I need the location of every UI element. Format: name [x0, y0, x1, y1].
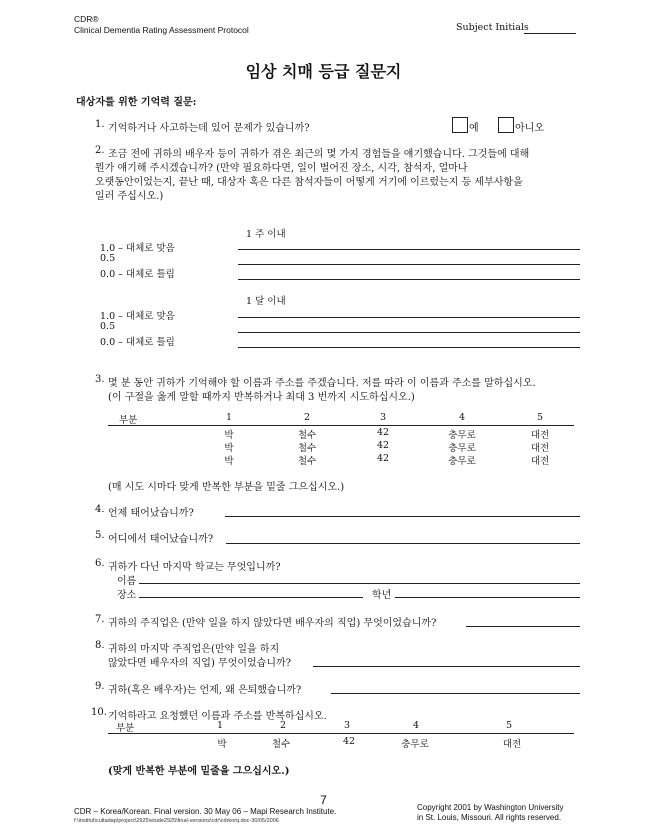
q10-table-rule: [108, 733, 574, 734]
q3-table-cell[interactable]: 철수: [297, 456, 317, 467]
q3-table-cell[interactable]: 철수: [297, 430, 317, 441]
q3-table-cell[interactable]: 42: [376, 453, 390, 464]
q3-note: (매 시도 시마다 맞게 반복한 부분을 밑줄 그으십시오.): [108, 482, 345, 493]
q2-text-line: 오랫동안이었는지, 끝난 때, 대상자 혹은 다른 참석자들이 어떻게 거기에 이르렀는지 등 세부사항을: [95, 177, 523, 188]
page-number: 7: [320, 793, 327, 807]
q9-answer-line[interactable]: [331, 693, 580, 694]
q3-table-header: 5: [536, 412, 544, 423]
header-protocol: Clinical Dementia Rating Assessment Protocol: [74, 25, 249, 35]
q10-table-header: 2: [279, 720, 287, 731]
q10-table-cell[interactable]: 42: [342, 736, 356, 747]
q10-table-cell[interactable]: 철수: [271, 739, 291, 750]
q3-table-cell[interactable]: 박: [224, 430, 234, 441]
q8-number: 8.: [95, 640, 105, 651]
q2-week-score: 0.5: [100, 253, 116, 264]
q3-table-cell[interactable]: 대전: [530, 456, 550, 467]
q3-text-line: 몇 분 동안 귀하가 기억해야 할 이름과 주소를 주겠습니다. 저를 따라 이 이름과 주소를 말하십시오.: [108, 378, 536, 389]
q2-month-score: 1.0 – 대체로 맞음: [100, 311, 175, 322]
q10-table-header: 1: [216, 720, 224, 731]
q2-month-heading: 1 달 이내: [246, 296, 286, 307]
page-title: 임상 치매 등급 질문지: [245, 62, 402, 81]
q10-table-cell[interactable]: 박: [217, 739, 227, 750]
q6-grade-line[interactable]: [395, 597, 580, 598]
q3-table-cell[interactable]: 42: [376, 440, 390, 451]
q1-number: 1.: [95, 119, 105, 130]
q3-table-header: 2: [303, 412, 311, 423]
q1-no-checkbox[interactable]: [498, 117, 514, 133]
q2-month-score: 0.5: [100, 321, 116, 332]
q4-number: 4.: [95, 504, 105, 515]
q8-answer-line[interactable]: [313, 666, 580, 667]
q2-number: 2.: [95, 145, 105, 156]
q10-number: 10.: [91, 707, 107, 718]
q1-yes-label: 예: [469, 123, 479, 134]
q10-text: 기억하라고 요청했던 이름과 주소를 반복하십시오.: [108, 711, 327, 722]
q6-number: 6.: [95, 558, 105, 569]
q8-text-line: 않았다면 배우자의 직업) 무엇이었습니까?: [108, 658, 292, 669]
footer-path: f:\institut\cultadap\project\2925\etude2925\final-versions\cdr\cdrkorq.doc-30/05/2006: [74, 818, 279, 824]
q2-text-line: 조금 전에 귀하의 배우자 등이 귀하가 겪은 최근의 몇 가지 경험들을 얘기했습니다. 그것들에 대해: [108, 149, 530, 160]
q5-answer-line[interactable]: [226, 543, 580, 544]
q10-table-cell[interactable]: 충무로: [401, 739, 429, 750]
q2-month-answer-line[interactable]: [238, 317, 580, 318]
q7-answer-line[interactable]: [466, 626, 580, 627]
section-title: 대상자를 위한 기억력 질문:: [76, 97, 197, 108]
q5-number: 5.: [95, 530, 105, 541]
q6-name-label: 이름: [117, 576, 137, 587]
q3-table-cell[interactable]: 충무로: [448, 443, 476, 454]
q2-text-line: 뭔가 얘기해 주시겠습니까? (만약 필요하다면, 일이 벌어진 장소, 시각, 참석자, 얼마나: [95, 163, 468, 174]
q3-table-header: 4: [458, 412, 466, 423]
subject-initials-field[interactable]: [524, 33, 576, 34]
q2-week-score: 0.0 – 대체로 틀림: [100, 269, 175, 280]
q1-no-label: 아니오: [515, 123, 544, 134]
footer-version: CDR – Korea/Korean. Final version. 30 May 06 – Mapi Research Institute.: [74, 807, 337, 816]
q6-place-label: 장소: [117, 590, 137, 601]
q10-table-header: 부분: [116, 723, 135, 734]
q3-table-cell[interactable]: 대전: [530, 443, 550, 454]
header-org: CDR®: [74, 14, 99, 24]
q10-table-header: 4: [412, 720, 420, 731]
q1-yes-checkbox[interactable]: [452, 117, 468, 133]
subject-initials-label: Subject Initials: [456, 22, 529, 33]
q7-text: 귀하의 주직업은 (만약 일을 하지 않았다면 배우자의 직업) 무엇이었습니까?: [108, 618, 437, 629]
q2-week-score: 1.0 – 대체로 맞음: [100, 243, 175, 254]
q6-place-line[interactable]: [139, 597, 363, 598]
q3-table-header: 3: [379, 412, 387, 423]
q2-month-score: 0.0 – 대체로 틀림: [100, 337, 175, 348]
footer-copyright: Copyright 2001 by Washington University: [417, 803, 564, 812]
q2-text-line: 일러 주십시오.): [95, 191, 164, 202]
q3-table-cell[interactable]: 철수: [297, 443, 317, 454]
q2-month-answer-line[interactable]: [238, 347, 580, 348]
q5-text: 어디에서 태어났습니까?: [108, 534, 214, 545]
q9-text: 귀하(혹은 배우자)는 언제, 왜 은퇴했습니까?: [108, 685, 302, 696]
q3-table-rule: [108, 425, 574, 426]
q3-table-cell[interactable]: 충무로: [448, 456, 476, 467]
q3-table-cell[interactable]: 대전: [530, 430, 550, 441]
q3-table-cell[interactable]: 충무로: [448, 430, 476, 441]
q3-table-cell[interactable]: 박: [224, 443, 234, 454]
q3-text-line: (이 구절을 옳게 말할 때까지 반복하거나 최대 3 번까지 시도하십시오.): [108, 392, 415, 403]
q10-table-header: 5: [505, 720, 513, 731]
q10-note: (맞게 반복한 부분에 밑줄을 그으십시오.): [108, 766, 290, 777]
q2-week-answer-line[interactable]: [238, 279, 580, 280]
q8-text-line: 귀하의 마지막 주직업은(만약 일을 하지: [108, 644, 280, 655]
q10-table-header: 3: [343, 720, 351, 731]
q3-number: 3.: [95, 374, 105, 385]
q2-week-answer-line[interactable]: [238, 264, 580, 265]
q3-table-cell[interactable]: 박: [224, 456, 234, 467]
q1-text: 기억하거나 사고하는데 있어 문제가 있습니까?: [108, 123, 310, 134]
q3-table-header: 1: [225, 412, 233, 423]
q9-number: 9.: [95, 681, 105, 692]
q7-number: 7.: [95, 614, 105, 625]
q2-week-answer-line[interactable]: [238, 249, 580, 250]
q2-month-answer-line[interactable]: [238, 332, 580, 333]
q4-text: 언제 태어났습니까?: [108, 508, 194, 519]
footer-copyright: in St. Louis, Missouri. All rights reserved.: [417, 813, 562, 822]
q2-week-heading: 1 주 이내: [246, 229, 286, 240]
q6-text: 귀하가 다닌 마지막 학교는 무엇입니까?: [108, 562, 281, 573]
q6-grade-label: 학년: [372, 590, 392, 601]
q6-name-line[interactable]: [139, 583, 580, 584]
q3-table-header: 부분: [119, 415, 138, 426]
q4-answer-line[interactable]: [225, 516, 580, 517]
q10-table-cell[interactable]: 대전: [502, 739, 522, 750]
q3-table-cell[interactable]: 42: [376, 427, 390, 438]
